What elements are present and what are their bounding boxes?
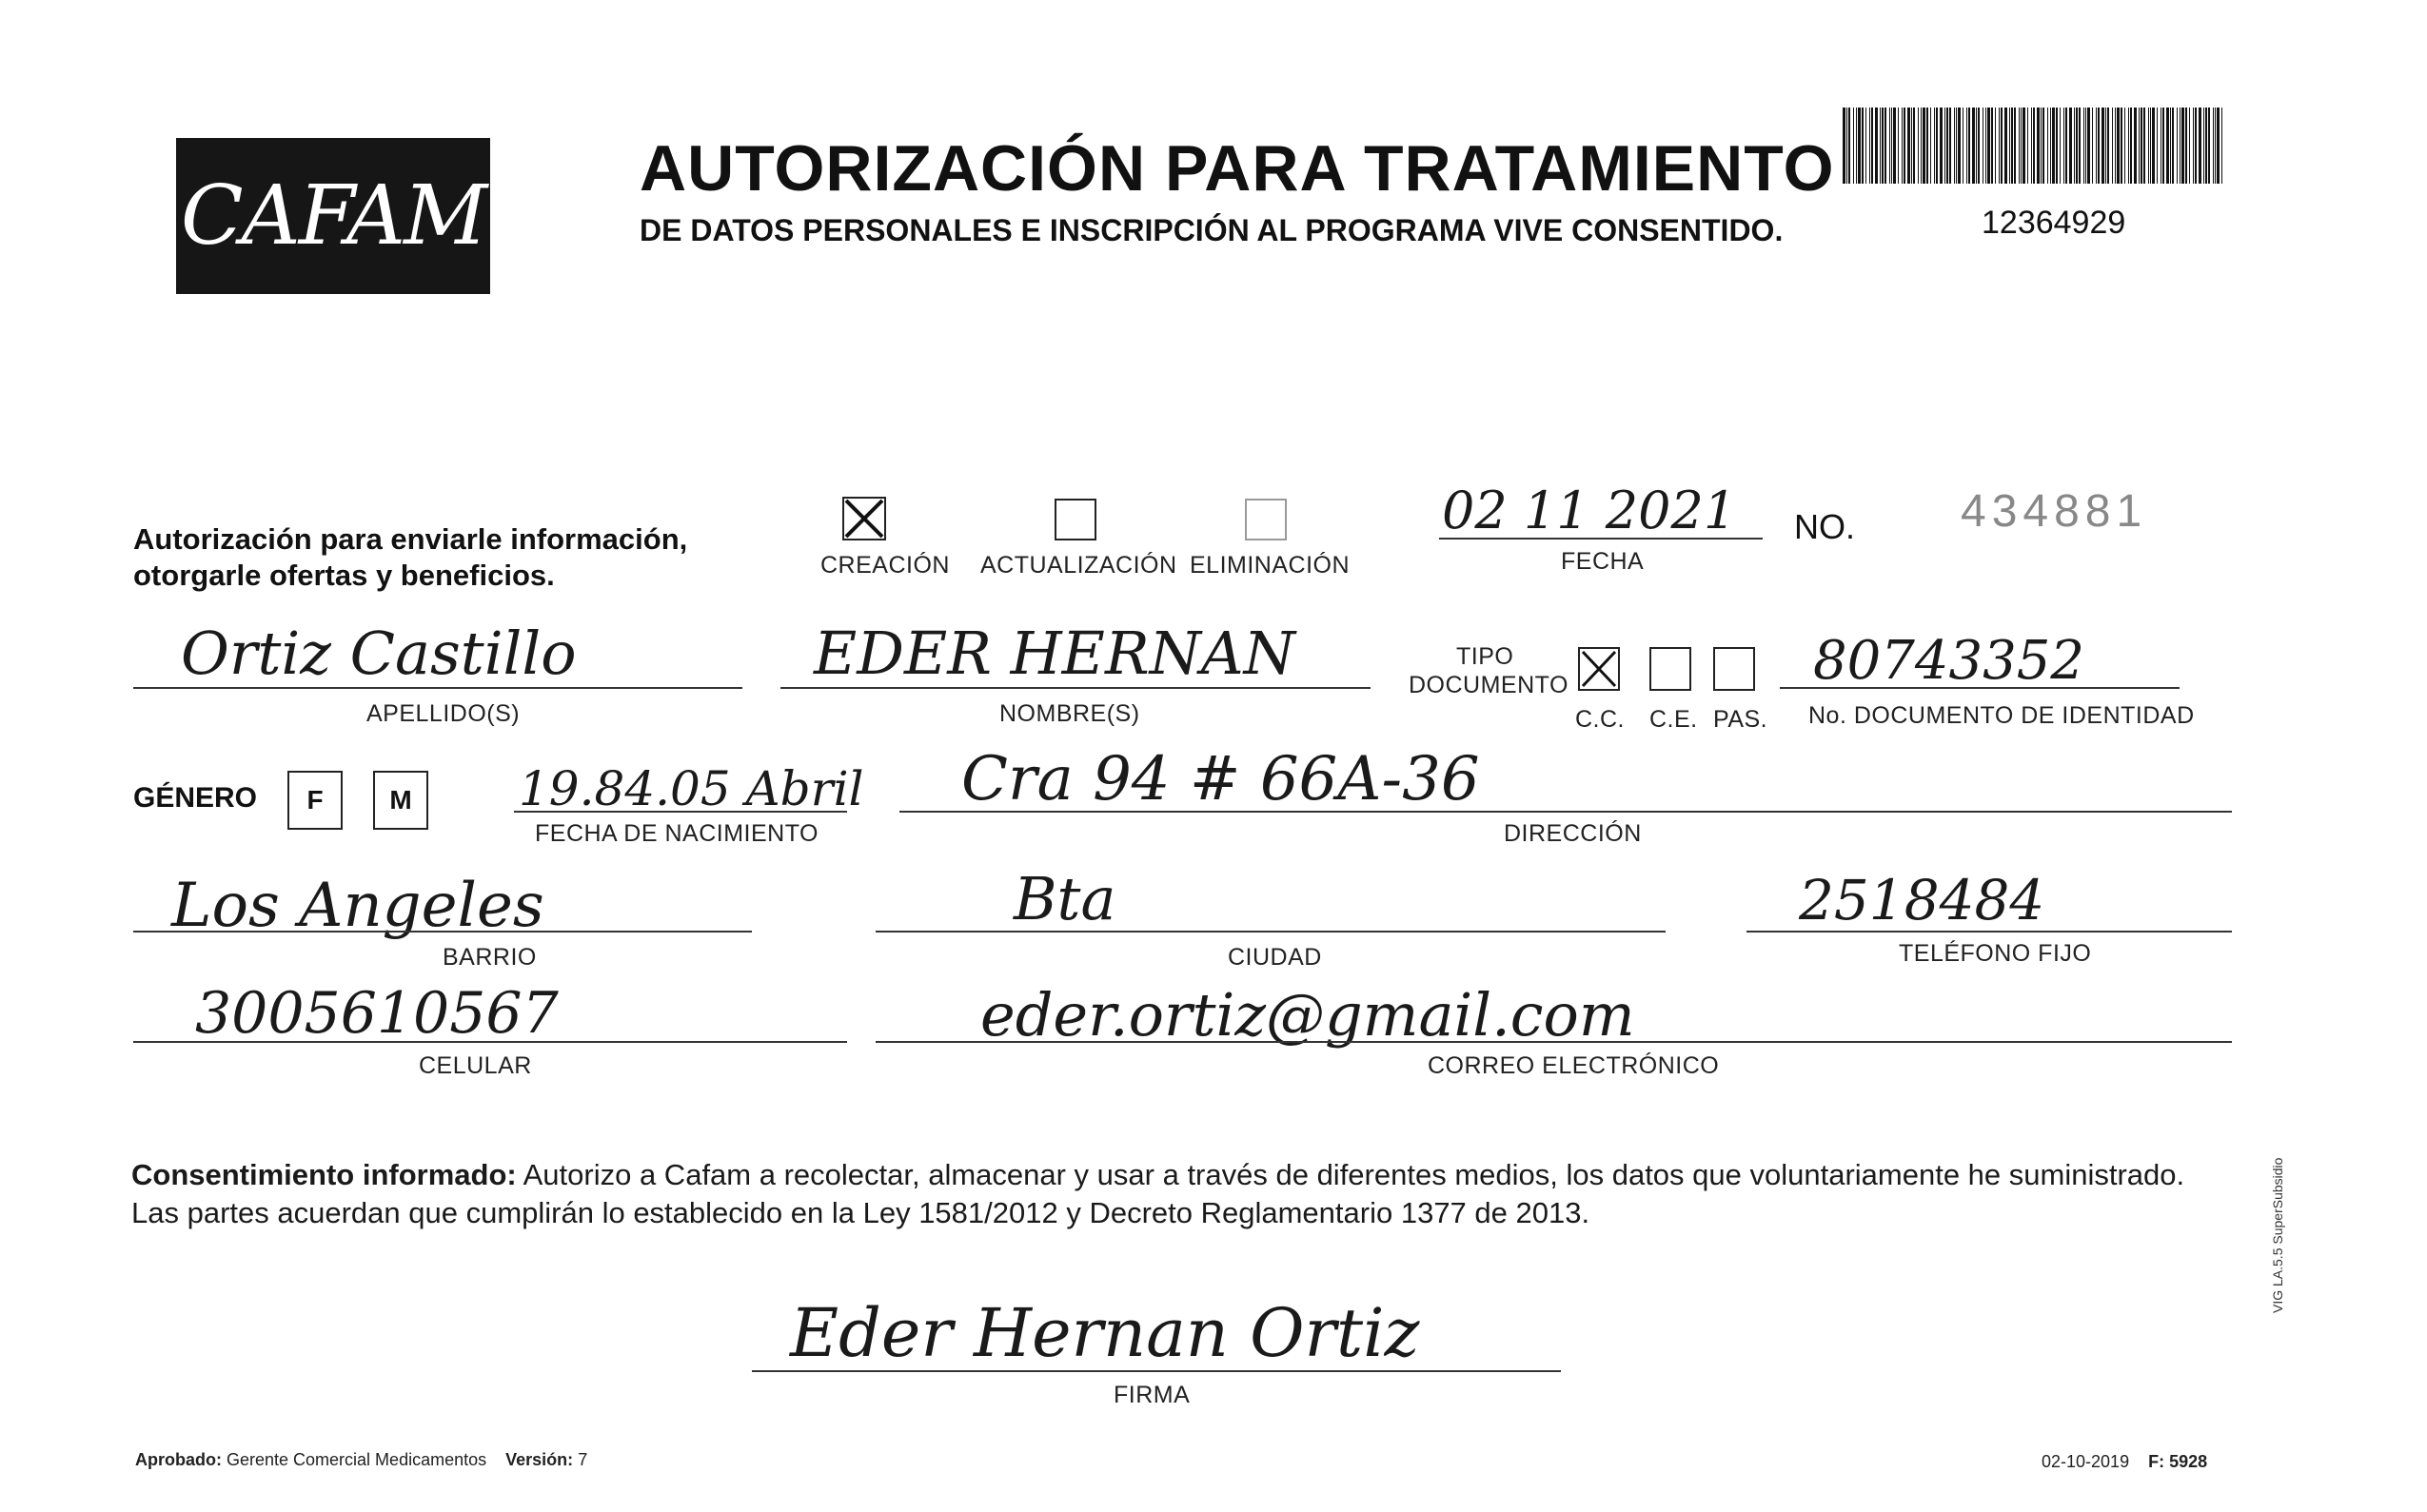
- documento-label: No. DOCUMENTO DE IDENTIDAD: [1808, 702, 2195, 729]
- apellidos-line: [133, 687, 742, 689]
- fecha-nacimiento-label: FECHA DE NACIMIENTO: [535, 820, 819, 847]
- correo-label: CORREO ELECTRÓNICO: [1428, 1052, 1720, 1079]
- consent-paragraph: [131, 1156, 2225, 1232]
- telefono-line: [1746, 931, 2232, 933]
- side-text: VIG LA.5.5 SuperSubsidio: [2270, 1157, 2285, 1313]
- form-number: 12364929: [1982, 205, 2126, 241]
- celular-label: CELULAR: [419, 1052, 532, 1079]
- actualizacion-checkbox[interactable]: [1055, 499, 1096, 540]
- ce-label: C.E.: [1649, 706, 1698, 733]
- apellidos-label: APELLIDO(S): [366, 700, 521, 727]
- consent-heading: Consentimiento informado:: [131, 1158, 517, 1191]
- tipo-label-1: TIPO: [1456, 643, 1514, 670]
- checkmark-icon: [844, 499, 884, 539]
- celular-value: 3005610567: [195, 980, 559, 1047]
- fecha-nacimiento-line: [514, 811, 847, 813]
- form-title: AUTORIZACIÓN PARA TRATAMIENTO: [640, 132, 1835, 205]
- fecha-nacimiento-value: 19.84.05 Abril: [519, 761, 864, 816]
- footer-date-code: 02-10-2019 F: 5928: [2042, 1452, 2208, 1471]
- footer-approved: Aprobado: Gerente Comercial Medicamentos Versión: 7: [135, 1450, 588, 1469]
- cc-checkbox[interactable]: [1578, 647, 1620, 691]
- barrio-value: Los Angeles: [171, 871, 544, 941]
- documento-value: 80743352: [1813, 630, 2085, 692]
- creacion-label: CREACIÓN: [820, 552, 950, 579]
- barrio-label: BARRIO: [443, 944, 537, 971]
- nombres-value: EDER HERNAN: [814, 619, 1295, 688]
- genero-f-checkbox[interactable]: F: [287, 771, 343, 830]
- actualizacion-label: ACTUALIZACIÓN: [980, 552, 1177, 579]
- barcode: [1843, 108, 2228, 184]
- direccion-line: [899, 811, 2232, 813]
- eliminacion-label: ELIMINACIÓN: [1190, 552, 1351, 579]
- fecha-value: 02 11 2021: [1442, 481, 1737, 540]
- ce-checkbox[interactable]: [1649, 647, 1691, 691]
- cafam-logo: [176, 138, 490, 294]
- direccion-value: Cra 94 # 66A-36: [961, 744, 1480, 815]
- form-subtitle: DE DATOS PERSONALES E INSCRIPCIÓN AL PROGRAMA VIVE CONSENTIDO.: [640, 213, 1784, 247]
- ciudad-value: Bta: [1014, 864, 1116, 933]
- direccion-label: DIRECCIÓN: [1504, 820, 1642, 847]
- documento-line: [1780, 687, 2180, 689]
- genero-m-checkbox[interactable]: M: [373, 771, 428, 830]
- pas-checkbox[interactable]: [1713, 647, 1755, 691]
- celular-line: [133, 1041, 847, 1043]
- signature-value: Eder Hernan Ortiz: [790, 1294, 1420, 1372]
- checkmark-icon: [1580, 649, 1618, 689]
- no-label: NO.: [1794, 507, 1856, 546]
- eliminacion-checkbox[interactable]: [1245, 499, 1287, 540]
- creacion-checkbox[interactable]: [842, 497, 886, 540]
- cc-label: C.C.: [1575, 706, 1625, 733]
- consent-text: Autorizo a Cafam a recolectar, almacenar y usar a través de diferentes medios, los datos que voluntariamente he suministrado. Las partes acuerdan que cumplirán lo establecido en la Ley 1581/2012 y Decreto Reglamentario 1377 de 2013.: [131, 1158, 2185, 1229]
- authorization-text: Autorización para enviarle información, otorgarle ofertas y beneficios.: [133, 522, 688, 592]
- nombres-label: NOMBRE(S): [999, 700, 1140, 727]
- fecha-line: [1439, 538, 1763, 540]
- telefono-label: TELÉFONO FIJO: [1899, 940, 2092, 967]
- no-value: 434881: [1961, 486, 2148, 537]
- signature-label: FIRMA: [1114, 1382, 1191, 1408]
- telefono-value: 2518484: [1799, 868, 2045, 933]
- ciudad-label: CIUDAD: [1228, 944, 1322, 971]
- ciudad-line: [876, 931, 1666, 933]
- barrio-line: [133, 931, 752, 933]
- tipo-label-2: DOCUMENTO: [1409, 672, 1569, 698]
- apellidos-value: Ortiz Castillo: [181, 619, 577, 688]
- correo-value: eder.ortiz@gmail.com: [980, 980, 1635, 1050]
- nombres-line: [780, 687, 1371, 689]
- genero-label: GÉNERO: [133, 782, 258, 814]
- fecha-label: FECHA: [1561, 548, 1645, 575]
- pas-label: PAS.: [1713, 706, 1768, 733]
- logo-text: CAFAM: [180, 168, 486, 264]
- signature-line: [752, 1370, 1561, 1372]
- correo-line: [876, 1041, 2232, 1043]
